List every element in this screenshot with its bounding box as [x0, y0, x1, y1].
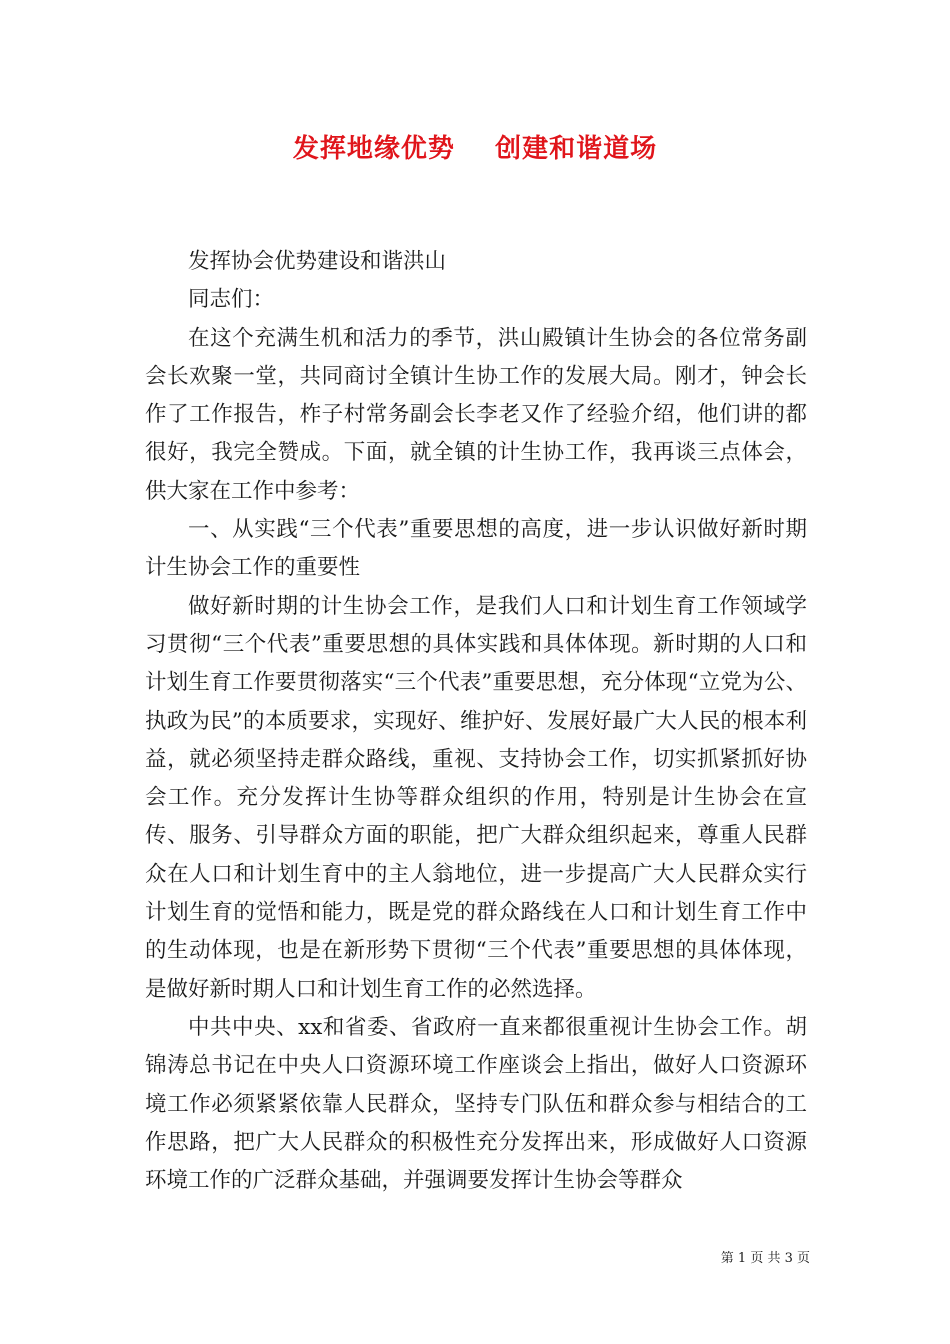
paragraph-subtitle: 发挥协会优势建设和谐洪山	[188, 249, 447, 274]
document-title: 发挥地缘优势 创建和谐道场	[292, 134, 658, 164]
document-body	[145, 243, 807, 1200]
paragraph-section-heading: 一、从实践“三个代表”重要思想的高度，进一步认识做好新时期计生协会工作的重要性	[145, 517, 807, 581]
paragraph-body-1: 做好新时期的计生协会工作，是我们人口和计划生育工作领域学习贯彻“三个代表”重要思想的具体实践和具体体现。新时期的人口和计划生育工作要贯彻落实“三个代表”重要思想，充分体现“立党为公、执政为民”的本质要求，实现好、维护好、发展好最广大人民的根本利益，就必须坚持走群众路线，重视、支持协会工作，切实抓紧抓好协会工作。充分发挥计生协等群众组织的作用，特别是计生协会在宣传、服务、引导群众方面的职能，把广大群众组织起来，尊重人民群众在人口和计划生育中的主人翁地位，进一步提高广大人民群众实行计划生育的觉悟和能力，既是党的群众路线在人口和计划生育工作中的生动体现，也是在新形势下贯彻“三个代表”重要思想的具体体现，是做好新时期人口和计划生育工作的必然选择。	[145, 593, 807, 1002]
paragraph-salutation: 同志们：	[188, 287, 275, 313]
paragraph-intro: 在这个充满生机和活力的季节，洪山殿镇计生协会的各位常务副会长欢聚一堂，共同商讨全镇计生协工作的发展大局。刚才，钟会长作了工作报告，柞子村常务副会长李老又作了经验介绍，他们讲的都很好，我完全赞成。下面，就全镇的计生协工作，我再谈三点体会，供大家在工作中参考：	[145, 325, 807, 504]
paragraph-body-2: 中共中央、xx和省委、省政府一直来都很重视计生协会工作。胡锦涛总书记在中央人口资源环境工作座谈会上指出，做好人口资源环境工作必须紧紧依靠人民群众，坚持专门队伍和群众参与相结合的工作思路，把广大人民群众的积极性充分发挥出来，形成做好人口资源环境工作的广泛群众基础，并强调要发挥计生协会等群众	[145, 1014, 807, 1194]
page-number-footer: 第 1 页 共 3 页	[720, 1251, 810, 1266]
